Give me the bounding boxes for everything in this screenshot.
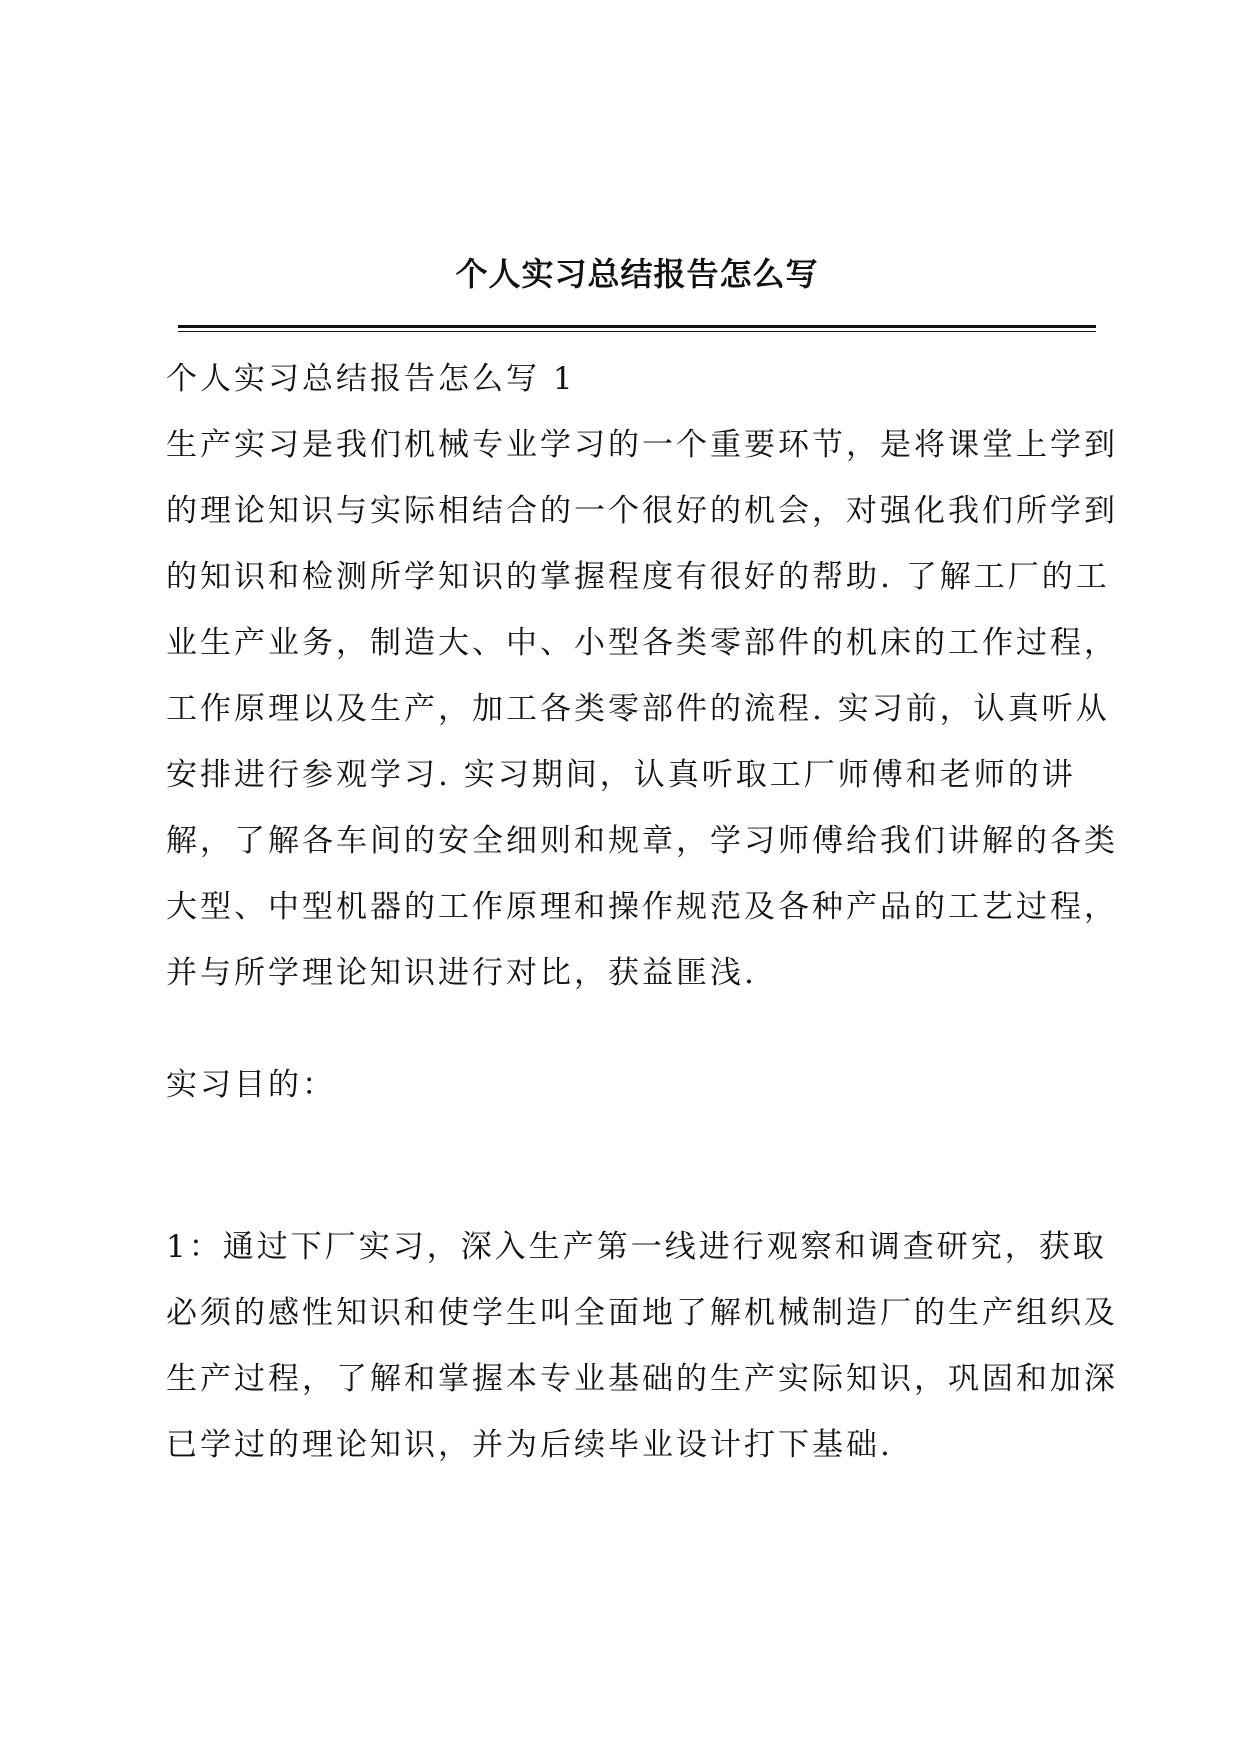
paragraph-line: 必须的感性知识和使学生叫全面地了解机械制造厂的生产组织及 (166, 1295, 1118, 1331)
section-heading: 个人实习总结报告怎么写 1 (166, 361, 576, 397)
paragraph-line: 业生产业务，制造大、中、小型各类零部件的机床的工作过程， (166, 625, 1118, 661)
title-divider (178, 325, 1096, 332)
paragraph-line: 的理论知识与实际相结合的一个很好的机会，对强化我们所学到 (166, 493, 1118, 529)
purpose-paragraph (166, 1214, 1118, 1478)
document-title: 个人实习总结报告怎么写 (455, 255, 819, 293)
paragraph-line: 大型、中型机器的工作原理和操作规范及各种产品的工艺过程， (166, 889, 1118, 925)
paragraph-line: 工作原理以及生产，加工各类零部件的流程. 实习前，认真听从 (166, 691, 1110, 727)
paragraph-line: 的知识和检测所学知识的掌握程度有很好的帮助. 了解工厂的工 (166, 559, 1110, 595)
paragraph-line: 已学过的理论知识，并为后续毕业设计打下基础. (166, 1427, 893, 1463)
paragraph-line: 生产过程，了解和掌握本专业基础的生产实际知识，巩固和加深 (166, 1361, 1118, 1397)
purpose-heading: 实习目的： (166, 1067, 336, 1103)
paragraph-line: 生产实习是我们机械专业学习的一个重要环节，是将课堂上学到 (166, 427, 1118, 463)
paragraph-line: 安排进行参观学习. 实习期间，认真听取工厂师傅和老师的讲 (166, 757, 1076, 793)
paragraph-line: 解，了解各车间的安全细则和规章，学习师傅给我们讲解的各类 (166, 823, 1118, 859)
paragraph-line: 并与所学理论知识进行对比，获益匪浅. (166, 955, 757, 991)
paragraph-line: 1：通过下厂实习，深入生产第一线进行观察和调查研究，获取 (166, 1229, 1107, 1265)
intro-paragraph (166, 412, 1118, 1006)
